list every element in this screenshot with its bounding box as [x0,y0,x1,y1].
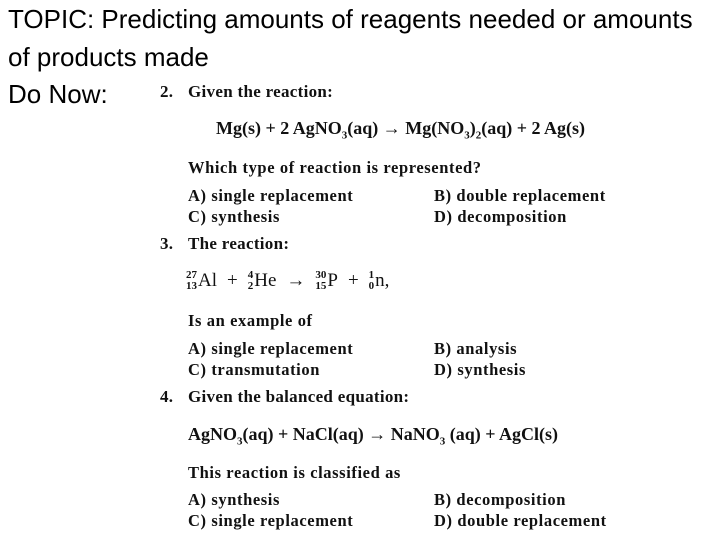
element-symbol: P [327,270,338,291]
question-2-text: Which type of reaction is represented? [188,158,482,177]
question-4-equation: AgNO$_3$(aq) + NaCl(aq) → NaNO$_3$ (aq) + AgCl(s) [188,424,559,448]
question-number: 3. [160,234,174,253]
mass-number: 1 [368,269,375,281]
plus-sign: + [347,270,359,291]
slide-title: TOPIC: Predicting amounts of reagents needed or amounts of products made [8,4,693,72]
option-c[interactable]: C) synthesis [188,207,281,226]
mass-number: 30 [315,269,327,281]
do-now-label: Do Now: [8,79,108,109]
element-symbol: n, [375,270,390,291]
nuclide-phosphorus [315,270,338,292]
arrow-sign: → [286,270,306,291]
question-prompt: Given the balanced equation: [188,387,410,406]
element-symbol: Al [198,270,217,291]
option-b[interactable]: B) decomposition [434,490,566,509]
mass-number: 4 [247,269,254,281]
question-number: 4. [160,387,174,406]
question-2-prompt [160,82,333,102]
question-2-equation: Mg(s) + 2 AgNO$_3$(aq) → $Mg(NO_3)_2(aq) + 2$ Ag(s) [216,118,585,142]
mass-number: 27 [186,269,197,281]
atomic-number: 2 [247,280,254,292]
question-4-text: This reaction is classified as [188,463,401,482]
element-symbol: He [254,270,277,291]
option-a[interactable]: A) synthesis [188,490,281,509]
option-a[interactable]: A) single replacement [188,186,354,205]
option-b[interactable]: B) double replacement [434,186,606,205]
question-3-text: Is an example of [188,311,313,330]
option-d[interactable]: D) double replacement [434,511,607,530]
option-b[interactable]: B) analysis [434,339,518,358]
question-4-prompt [160,387,409,407]
plus-sign: + [227,270,238,291]
question-prompt: Given the reaction: [188,82,334,101]
question-prompt: The reaction: [188,234,290,253]
nuclide-neutron [369,270,390,292]
option-d[interactable]: D) decomposition [434,207,567,226]
atomic-number: 0 [368,280,375,292]
atomic-number: 15 [315,280,327,292]
question-number: 2. [160,82,174,101]
nuclide-helium [248,270,277,292]
option-d[interactable]: D) synthesis [434,360,527,379]
nuclear-equation [186,270,389,292]
question-3-prompt [160,234,289,254]
atomic-number: 13 [186,280,197,292]
option-c[interactable]: C) transmutation [188,360,320,379]
nuclide-aluminum [186,270,217,292]
option-c[interactable]: C) single replacement [188,511,354,530]
option-a[interactable]: A) single replacement [188,339,354,358]
